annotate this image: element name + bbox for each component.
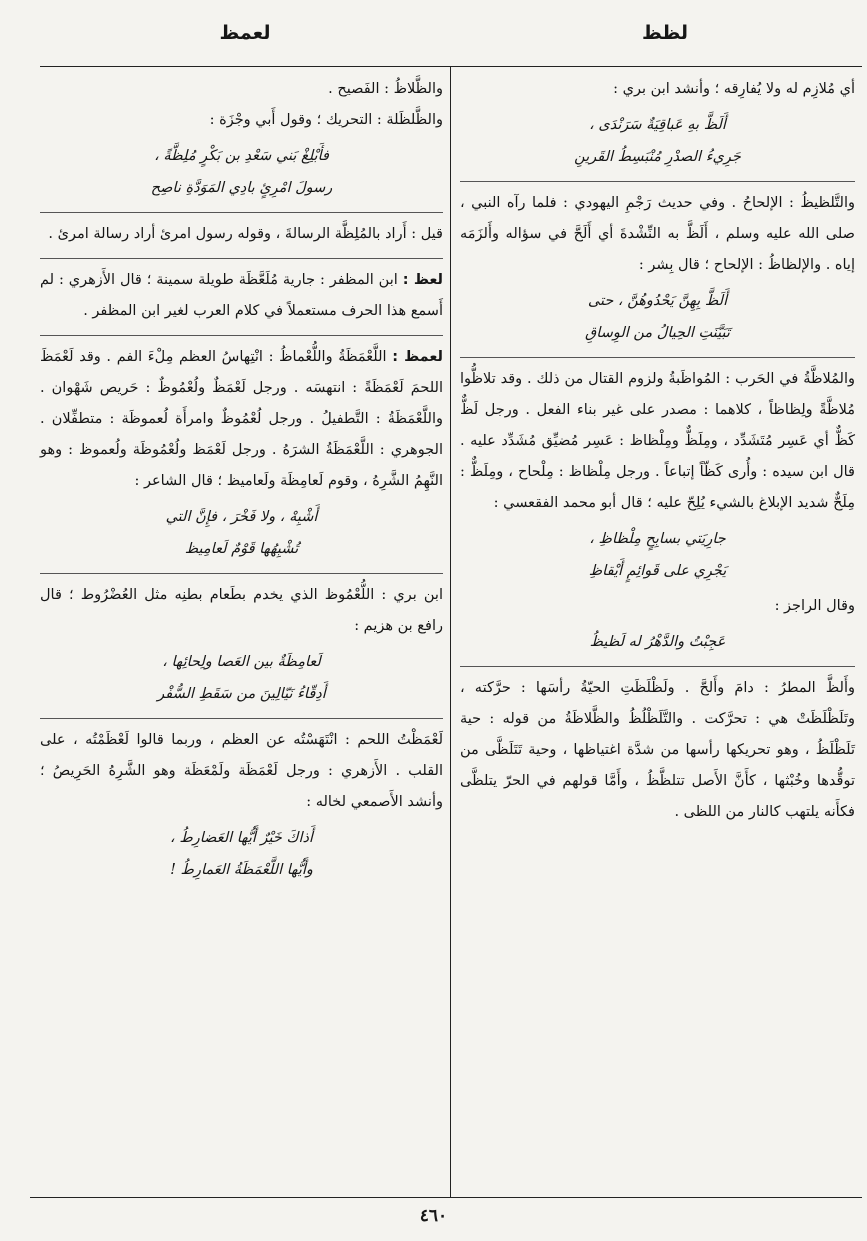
verse-line: فأَبْلِغْ بَني سَعْدِ بن بَكْرٍ مُلِظَّةً ، bbox=[154, 148, 329, 164]
verse-line: يَجْرِي على قَوائِمٍ أَيْقاظِ bbox=[588, 563, 727, 579]
separator bbox=[40, 718, 443, 719]
verse-line: رسولَ امْرِئٍ بادِي المَوَدَّةِ ناصِح bbox=[150, 180, 333, 196]
entry bbox=[40, 265, 443, 327]
verse bbox=[40, 646, 443, 710]
bottom-rule bbox=[30, 1197, 862, 1198]
verse-line: جَرِيءُ الصدْرِ مُنْبَسِطُ القَرينِ bbox=[574, 149, 741, 165]
headword: لعمظ : bbox=[392, 349, 443, 365]
right-column bbox=[460, 74, 855, 828]
separator bbox=[460, 357, 855, 358]
verse-line: تُشْبِهُها قَوْمٌ لَعامِيظ bbox=[184, 541, 299, 557]
verse-line: أَدِقّاءُ نَيّالِينَ من سَقَطِ السُّفْر bbox=[157, 686, 326, 702]
paragraph: وقال الراجز : bbox=[774, 598, 855, 614]
paragraph: والمُلاظَّةُ في الحَرب : المُواظَبةُ ولزوم القتال من ذلك . وقد تلاظُّوا مُلاظَّةً ولِظاظاً ، كلاهما : مصدر على غير بناء الفعل . ورجل لَظٌّ كَظٌّ أي عَسِر مُتَشَدِّد ، ومِلَظٌّ ومِلْظاظ : عَسِر مُضيِّق مُشَدِّد عليه . قال ابن سيده : وأُرى كَظّاً إتباعاً . ورجل مِلْظاظ : مِلْحاح ، ومِلَظٌّ : مِلَحٌّ شديد الإبلاغ بالشيء يُلِحّ عليه ؛ قال أبو محمد الفقعسي : bbox=[460, 371, 855, 511]
verse-line: أَلَظَّ بِهِنَّ يَحْدُوهُنَّ ، حتى bbox=[587, 293, 728, 309]
header-guide-word-right: لظظ bbox=[642, 22, 688, 44]
top-rule bbox=[40, 66, 862, 67]
column-divider bbox=[450, 66, 451, 1197]
paragraph: وأَلظَّ المطرُ : دامَ وأَلحَّ . ولَظْلَظَتِ الحيّةُ رأسَها : حرَّكته ، وتَلَظْلَظَتْ هي : تحرَّكت . والتَّلَظْلُظُ والظَّلاظَةُ من قوله : حية تَلَظْلَظُ ، وهو تحريكها رأسها من شدَّة اغتياظها ، وحية تَتَلَظَّى من توقُّدها وخُبْثها ، كأَنَّ الأَصل تتلظَّظُ ، وأَمَّا قولهم في الحرّ يتلظَّى فكأَنه يلتهب كالنار من اللظى . bbox=[460, 680, 855, 820]
paragraph: والظَّلاظُ : الفَصيح . bbox=[328, 81, 443, 97]
verse bbox=[40, 140, 443, 204]
verse bbox=[40, 501, 443, 565]
paragraph: ابن بري : اللُّعْمُوظ الذي يخدم بطَعام بطنِه مثل العُضْرُوط ؛ قال رافع بن هزيم : bbox=[40, 587, 443, 634]
headword: لعظ : bbox=[402, 272, 443, 288]
verse bbox=[460, 285, 855, 349]
page-number: ٤٦٠ bbox=[419, 1206, 448, 1226]
paragraph: قيل : أَراد بالمُلِظَّة الرسالةَ ، وقوله رسول امرئ أراد رسالة امرئ . bbox=[48, 226, 443, 242]
verse-line: جارِيَتي بسابِحٍ مِلْظاظِ ، bbox=[589, 531, 726, 547]
separator bbox=[460, 666, 855, 667]
separator bbox=[40, 258, 443, 259]
verse-line: أَلَظَّ بهِ عَباقِيَةٌ سَرَنْدَى ، bbox=[589, 117, 726, 133]
paragraph: لَعْمَظْتُ اللحم : انْتَهَسْتُه عن العظم ، وربما قالوا لَعْظَمْتُه ، على القلب . الأَزهري : ورجل لَعْمَظَة ولَمْعَظَة وهو الشَّرِهُ الحَرِيصُ ؛ وأنشد الأَصمعي لخاله : bbox=[40, 732, 443, 810]
header-guide-word-left: لعمظ bbox=[219, 22, 271, 44]
entry-text: اللَّعْمَظَةُ واللُّعْماظُ : انْتِهاسُ العظم مِلْءَ الفم . وقد لَعْمَظَ اللحمَ لَعْمَظَةً : انتهسَه . ورجل لَعْمَظٌ ولُعْمُوظٌ : حَريص شَهْوان . واللَّعْمَظَةُ : التَّطفيلُ . ورجل لُعْمُوظٌ وامرأَة لُعموظَة : متطفِّلان . الجوهري : اللَّعْمَظَةُ الشرَهُ . ورجل لَعْمَظ ولُعْمُوظَة ولُعموظ : وهو النَّهِمُ الشَّرِهُ ، وقوم لَعامِظَة ولَعاميظ ؛ قال الشاعر : bbox=[40, 349, 443, 489]
separator bbox=[40, 335, 443, 336]
left-column bbox=[40, 74, 443, 890]
verse bbox=[460, 626, 855, 658]
separator bbox=[40, 573, 443, 574]
paragraph: والتَّلظيظُ : الإلحاحُ . وفي حديث رَجْمِ اليهودي : فلما رآه النبي ، صلى الله عليه وسلم ، أَلَظَّ به النِّشْدةَ أي أَلَحَّ في سؤاله وأَلزَمَه إياه . والإلظاظُ : الإلحاح ؛ قال بِشر : bbox=[460, 195, 855, 273]
verse bbox=[40, 822, 443, 886]
verse bbox=[460, 523, 855, 587]
verse-line: أَذاكَ خَيْرٌ أَيُّها العَضارِطُ ، bbox=[170, 830, 313, 846]
separator bbox=[460, 181, 855, 182]
entry-text: ابن المظفر : جارية مُلَعَّظَة طويلة سمينة ؛ قال الأَزهري : لم أَسمع هذا الحرف مستعملاً في كلام العرب لغير ابن المظفر . bbox=[40, 272, 443, 319]
verse bbox=[460, 109, 855, 173]
paragraph: أي مُلازِم له ولا يُفارِقه ؛ وأنشد ابن بري : bbox=[613, 81, 855, 97]
paragraph: والظَّلظَلة : التحريك ؛ وقول أَبي وجْزَة : bbox=[209, 112, 443, 128]
verse-line: عَجِبْتُ والدَّهْرُ له لَظيظُ bbox=[589, 634, 726, 650]
verse-line: وأَيُّها اللَّعْمَظَةُ العَمارِطُ ! bbox=[170, 862, 313, 878]
verse-line: لَعامِظَةٌ بين العَصا ولِحائِها ، bbox=[162, 654, 321, 670]
entry bbox=[40, 342, 443, 497]
separator bbox=[40, 212, 443, 213]
verse-line: أَشْبِهْ ، ولا فَخْرَ ، فإِنَّ التي bbox=[165, 509, 318, 525]
verse-line: تَبَيَّنَتِ الحِيالُ من الوِساقِ bbox=[585, 325, 730, 341]
